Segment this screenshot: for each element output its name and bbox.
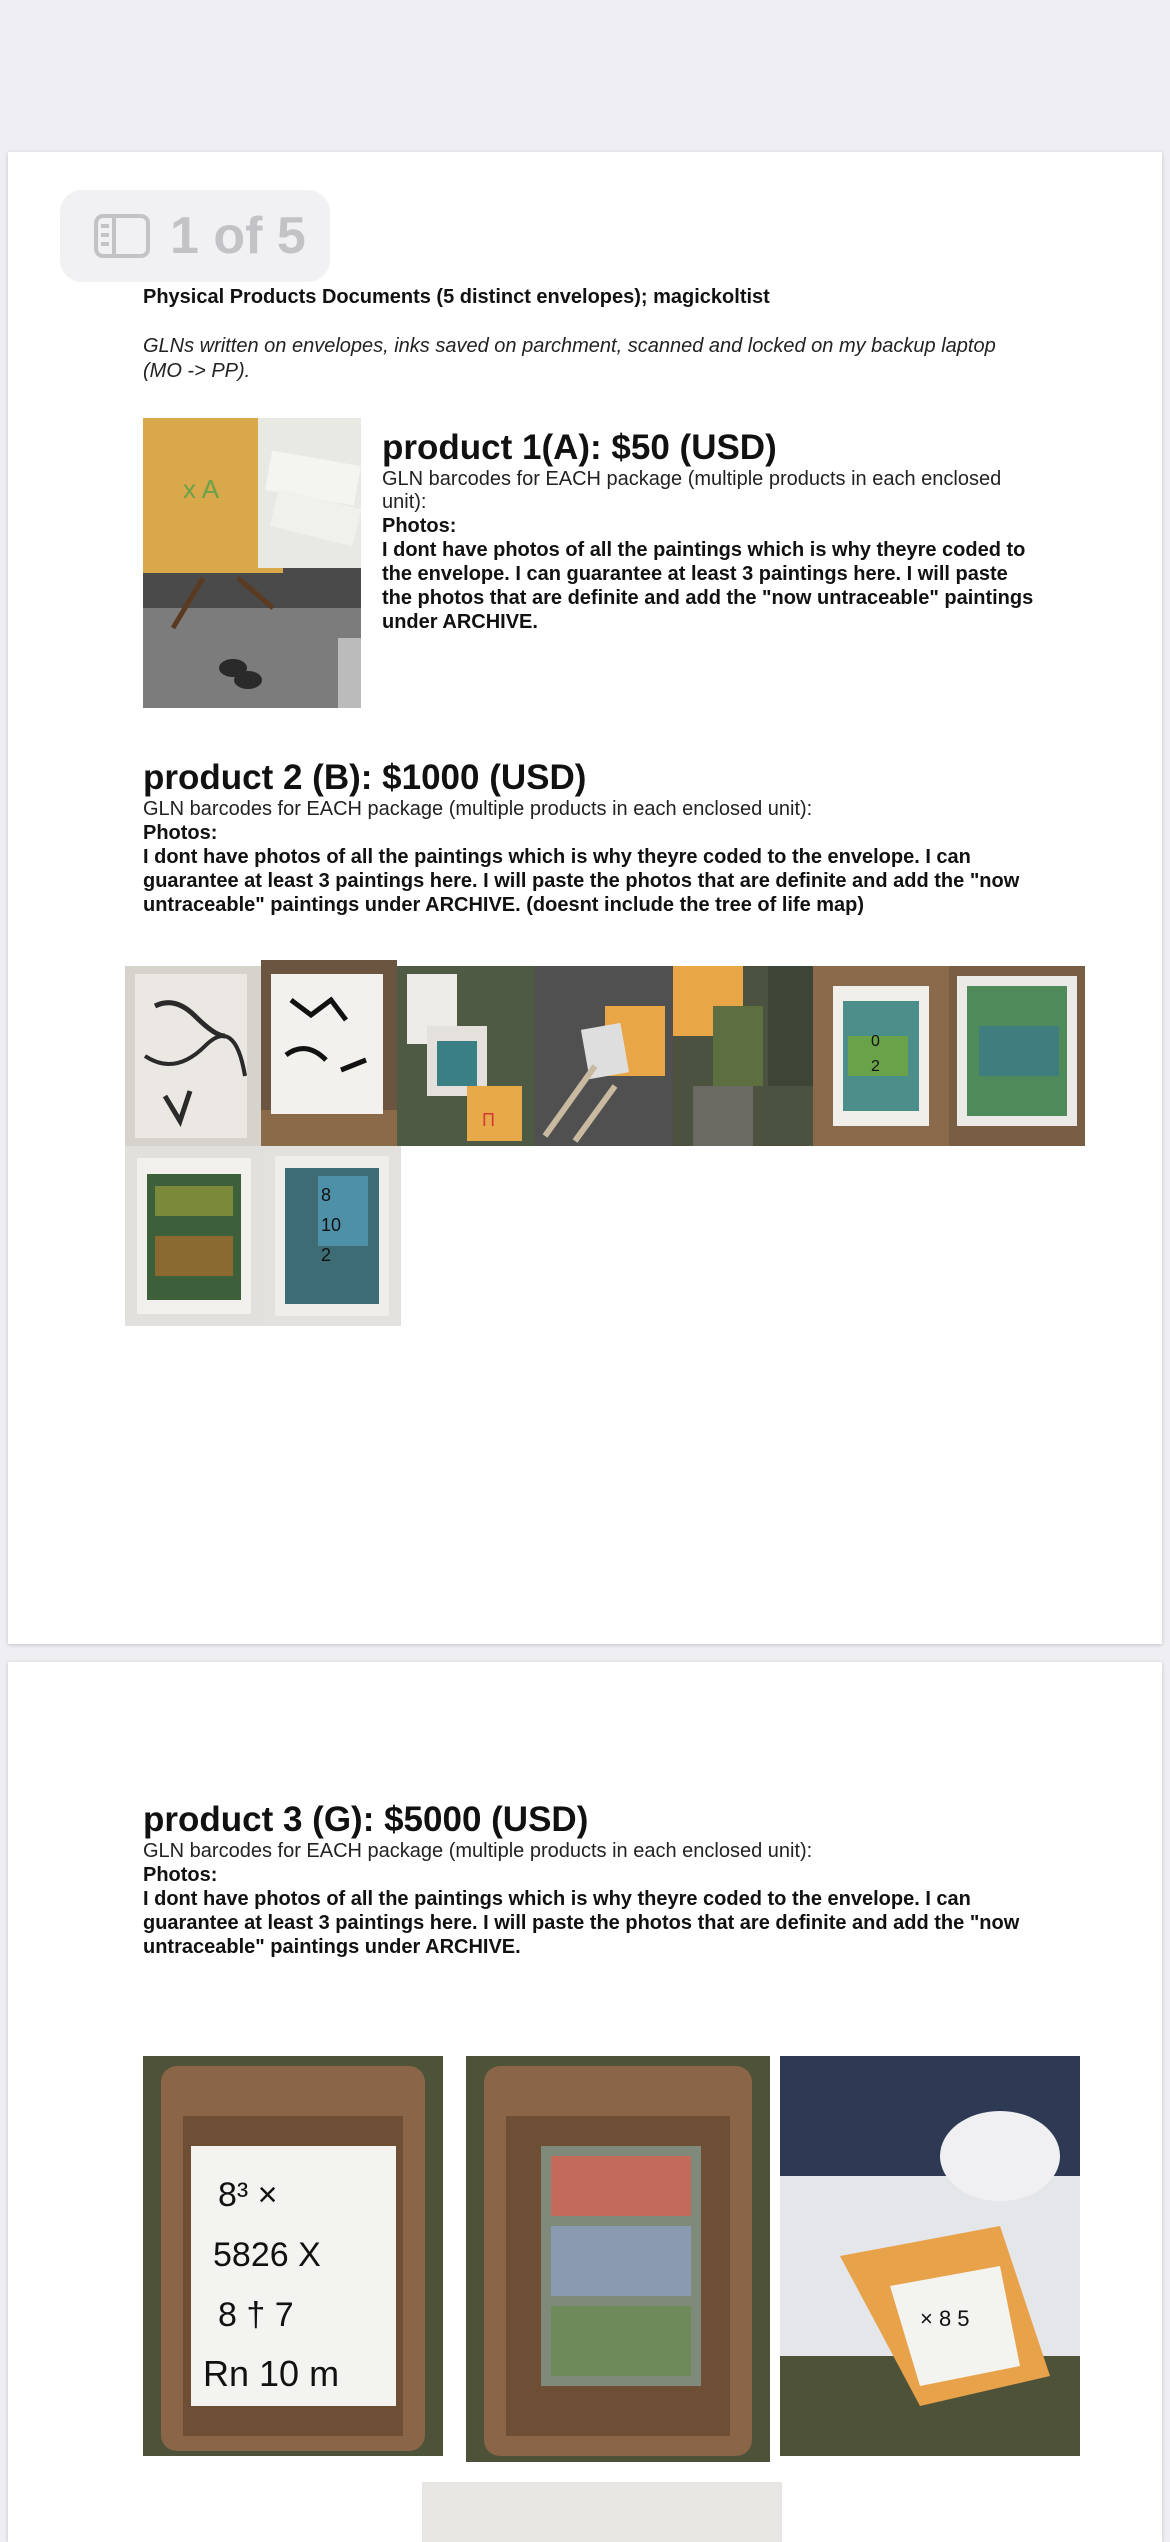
product-1-body: I dont have photos of all the paintings which is why theyre coded to the envelope. I can guarantee at least 3 paintings here. I will paste the photos that are definite and add the "now untraceable" paintings under ARCHIVE. [382,539,1034,633]
product-2-photo [125,1146,263,1326]
product-3-photos-label: Photos: [143,1864,218,1886]
product-2-heading: product 2 (B): $1000 (USD) [143,758,587,797]
product-3-gln: GLN barcodes for EACH package (multiple products in each enclosed unit): [143,1840,813,1862]
product-2-photo [397,966,535,1146]
product-2-photo [673,966,813,1146]
product-2-photos-label: Photos: [143,822,218,844]
svg-text:8 † 7: 8 † 7 [218,2296,294,2334]
svg-text:5826 X: 5826 X [213,2236,321,2274]
svg-text:10: 10 [321,1215,342,1235]
svg-text:x A: x A [183,474,220,504]
svg-text:Rn 10 m: Rn 10 m [203,2353,340,2394]
product-3-heading: product 3 (G): $5000 (USD) [143,1800,589,1839]
product-2-photo [261,960,397,1146]
sidebar-icon [94,214,150,258]
product-1-photo [143,418,361,708]
svg-text:8: 8 [321,1185,332,1205]
product-2-photo [125,966,261,1146]
product-3-photo [466,2056,770,2462]
product-1-section [382,428,1042,634]
product-3-section [143,1800,1043,1959]
svg-text:8³ ×: 8³ × [218,2176,278,2214]
svg-text:Π: Π [482,1110,495,1130]
product-2-photo [813,966,949,1146]
product-2-photo [949,966,1085,1146]
svg-text:× 8 5: × 8 5 [920,2306,970,2331]
product-3-photo [780,2056,1080,2456]
product-3-photo [422,2482,782,2542]
product-3-body: I dont have photos of all the paintings which is why theyre coded to the envelope. I can guarantee at least 3 paintings here. I will paste the photos that are definite and add the "now untraceable" paintings under ARCHIVE. [143,1888,1020,1958]
product-2-photo [535,966,673,1146]
svg-text:2: 2 [321,1245,332,1265]
document-page-2 [8,1662,1162,2542]
document-page-1 [8,152,1162,1644]
document-title: Physical Products Documents (5 distinct envelopes); magickoltist [143,286,770,308]
product-3-photo [143,2056,443,2456]
svg-text:0: 0 [871,1033,880,1050]
product-1-heading: product 1(A): $50 (USD) [382,428,777,467]
product-2-photo [263,1146,401,1326]
page-count: 1 of 5 [170,207,306,265]
product-2-section [143,758,1043,917]
product-1-gln: GLN barcodes for EACH package (multiple products in each enclosed unit): [382,468,1002,513]
product-1-photos-label: Photos: [382,515,457,537]
page-indicator[interactable] [60,190,330,282]
svg-text:2: 2 [871,1058,880,1075]
product-2-gln: GLN barcodes for EACH package (multiple products in each enclosed unit): [143,798,813,820]
document-note: GLNs written on envelopes, inks saved on parchment, scanned and locked on my backup laptop (MO -> PP). [143,335,996,382]
product-2-body: I dont have photos of all the paintings which is why theyre coded to the envelope. I can guarantee at least 3 paintings here. I will paste the photos that are definite and add the "now untraceable" paintings under ARCHIVE. (doesnt include the tree of life map) [143,846,1020,916]
